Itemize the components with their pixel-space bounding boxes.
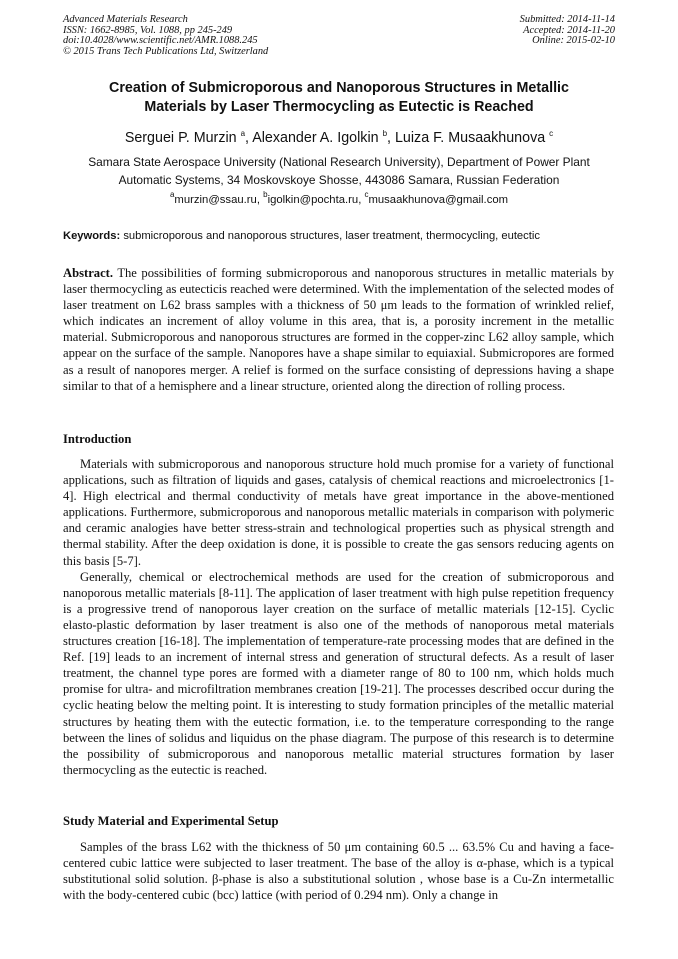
abstract-text: The possibilities of forming submicroporous and nanoporous structures in metallic materials by laser thermocycling as eutecticis reached were determined. With the implementation of the selected modes of laser treatment on L62 brass samples with a thickness of 50 μm leads to the formation of wrinkled relief, which indicates an increment of alloy volume in this area, that is, a porosity increment in the metallic material. Submicroporous and nanoporous structures are formed in the copper-zinc L62 alloy sample, which appear on the surface of the sample. Nanopores have a shape similar to equiaxial. Submicropores are formed as a result of nanopores merger. A relief is formed on the surface consisting of depressions having a shape similar to that of a hemisphere and a linear structure, oriented along the direction of rolling process.: [63, 266, 614, 393]
journal-info: [63, 15, 268, 57]
keywords-text: submicroporous and nanoporous structures, laser treatment, thermocycling, eutectic: [123, 230, 540, 242]
submitted-date: Submitted: 2014-11-14: [519, 14, 615, 25]
study-section: [63, 839, 614, 903]
email-link[interactable]: igolkin@pochta.ru: [267, 194, 359, 206]
accepted-date: Accepted: 2014-11-20: [523, 24, 615, 36]
author-affiliation-mark: b: [382, 129, 388, 138]
email-link[interactable]: musaakhunova@gmail.com: [368, 194, 509, 206]
study-heading: Study Material and Experimental Setup: [63, 814, 279, 828]
body-paragraph: Materials with submicroporous and nanoporous structure hold much promise for a variety of functional applications, such as filtration of liquids and gases, catalysis of chemical reactions and microelectronics [1-4]. High electrical and thermal conductivity of metals have great importance in the above-mentioned applications. Furthermore, submicroporous and nanoporous metallic materials in comparison with polymeric and ceramic analogies have better stress-strain and technological properties such as physical strength and thermal stability. After the deep oxidation is done, it is possible to create the gas sensors reducing agents on this basis [5-7].: [63, 457, 614, 568]
keywords-label: Keywords:: [63, 230, 121, 242]
affiliation: [60, 154, 618, 189]
journal-copyright: © 2015 Trans Tech Publications Ltd, Switzerland: [63, 45, 269, 57]
email-mark: a: [169, 190, 175, 199]
email-link[interactable]: murzin@ssau.ru: [174, 194, 257, 206]
title-line: Creation of Submicroporous and Nanoporous Structures in Metallic: [109, 80, 569, 96]
affiliation-line: Automatic Systems, 34 Moskovskoye Shosse, 443086 Samara, Russian Federation: [118, 172, 560, 187]
online-date: Online: 2015-02-10: [532, 35, 615, 46]
abstract-label: Abstract.: [63, 266, 114, 280]
publication-dates: [520, 15, 615, 47]
title-line: Materials by Laser Thermocycling as Eutectic is Reached: [144, 99, 534, 115]
abstract: [63, 265, 614, 394]
author-affiliation-mark: c: [549, 129, 554, 138]
email-mark: b: [263, 190, 268, 199]
journal-issn: ISSN: 1662-8985, Vol. 1088, pp 245-249: [63, 24, 233, 36]
body-paragraph: Samples of the brass L62 with the thickness of 50 μm containing 60.5 ... 63.5% Cu and having a face-centered cubic lattice were subjected to laser treatment. The base of the alloy is α-phase, which is a typical substitutional solid solution. β-phase is also a substitutional solution , whose base is a Cu-Zn intermetallic with the body-centered cubic (bcc) lattice (with period of 0.294 nm). Only a change in: [63, 840, 614, 903]
email-mark: c: [364, 190, 369, 199]
email-list: $^a$murzin@ssau.ru, $^b$igolkin@pochta.ru, $^c$musaakhunova@gmail.com: [169, 190, 509, 206]
journal-name: Advanced Materials Research: [63, 14, 188, 25]
paper-title: [60, 79, 618, 117]
abstract-paragraph: [63, 265, 614, 394]
author-name: Luiza F. Musaakhunova: [394, 130, 546, 146]
body-paragraph: Generally, chemical or electrochemical methods are used for the creation of submicroporous and nanoporous metallic materials [8-11]. The application of laser treatment with high pulse repetition frequency is a progressive trend of nanoporous layer creation on the surface of metallic materials [12-15]. Cyclic elasto-plastic deformation by laser treatment is also one of the methods of nanoporous metal materials structures creation [16-18]. The implementation of temperature-rate processing modes that are defined in the Ref. [19] leads to an increment of internal stress and generation of structural defects. As a result of laser treatment, the channel type pores are formed with a diameter range of 80 to 100 nm, which holds much promise for ultra- and microfiltration membranes creation [19-21]. The processes described occur during the cyclic heating below the melting point. It is interesting to study formation principles of the metallic material structures by heating them with the eutectic formation, i.e. to the temperature corresponding to the range between the lines of solidus and liquidus on the phase diagram. The purpose of this research is to determine the possibility of submicroporous and nanoporous metallic material structures formation by laser thermocycling as the eutectic is reached.: [63, 569, 614, 777]
author-affiliation-mark: a: [240, 129, 246, 138]
affiliation-line: Samara State Aerospace University (National Research University), Department of Power Plant: [88, 155, 590, 169]
keywords: [63, 229, 623, 243]
introduction-section: [63, 456, 614, 778]
author-name: Alexander A. Igolkin: [252, 130, 379, 146]
author-list: Serguei P. Murzin $^a$, Alexander A. Igolkin $^b$, Luiza F. Musaakhunova $^c$: [124, 129, 554, 146]
journal-doi[interactable]: doi:10.4028/www.scientific.net/AMR.1088.245: [63, 35, 258, 46]
author-name: Serguei P. Murzin: [124, 130, 237, 146]
introduction-heading: Introduction: [63, 432, 132, 446]
